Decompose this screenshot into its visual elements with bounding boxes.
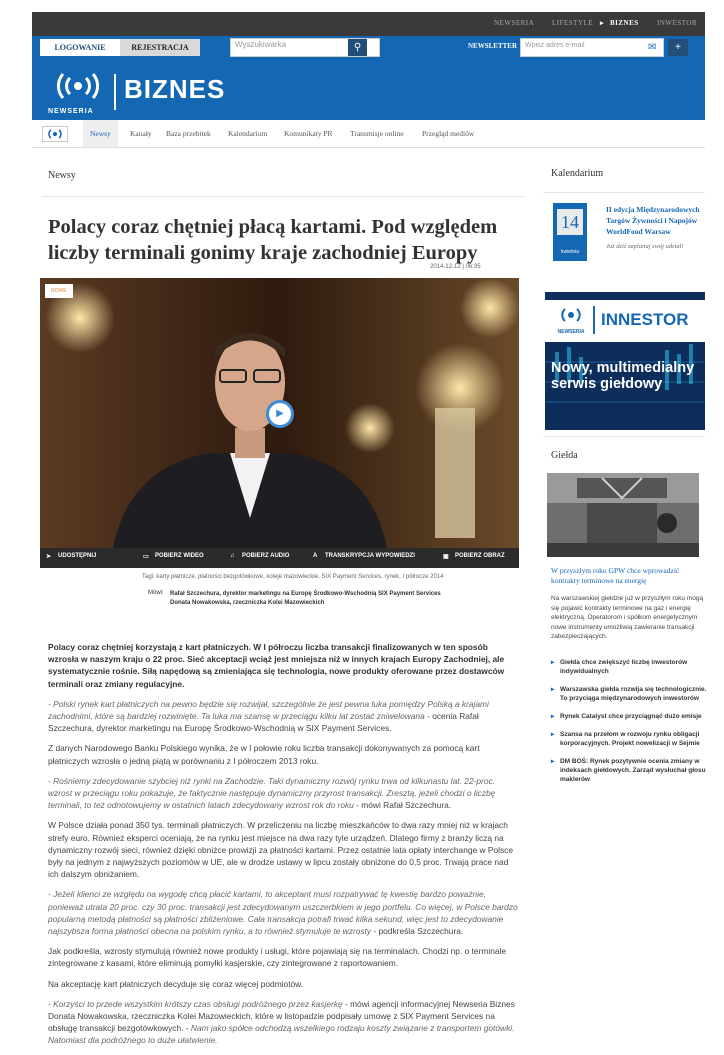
article-paragraph <box>48 698 518 735</box>
advert-signal-icon <box>554 306 588 324</box>
signal-icon <box>48 72 108 102</box>
article-text: W Polsce działa ponad 350 tys. terminali płatniczych. W przeliczeniu na liczbę mieszkańców to dwa razy mniej niż w krajach strefy euro. Również eksperci oceniają, że na rynku jest miejsce na dwa razy tyle urządzeń. Dlatego firmy z branży liczą na dynamiczny rozwój sieci, również dzięki obniżce prowizji za płatności kartami. Przez ostatnie lata opłaty interchange w Polsce były na jednym z najwyższych poziomów w UE, ale w drodze ustawy w lipcu zostały obniżone do 0,5 proc. Trwają prace nad ich dalszym obniżaniem. <box>48 820 514 880</box>
advert-newseria-logo <box>553 306 589 336</box>
topnav-newseria[interactable]: NEWSERIA <box>494 19 535 27</box>
market-headline-link[interactable]: W przyszłym roku GPW chce wprowadzić kontrakty terminowe na energię <box>551 566 680 585</box>
article-text: Na akceptację kart płatniczych decyduje się coraz więcej podmiotów. <box>48 978 304 989</box>
article-quote: - Rośniemy zdecydowanie szybciej niż rynki na Zachodzie. Taki dynamiczny rozwój rynku trwa od kilkunastu lat. 22-proc. wzrost w przeciągu roku pokazuje, że faktycznie następuje dynamiczny przyrost transakcji. Zresztą, jeżeli chodzi o liczbę terminali, to też odnotowujemy w ostatnich latach zdecydowany wzrost rok do roku <box>48 775 496 811</box>
share-button[interactable]: UDOSTĘPNIJ <box>58 553 97 559</box>
video-player[interactable] <box>40 278 519 568</box>
article-text: - mówi agencji informacyjnej Newseria Biznes Donata Nowakowska, rzeczniczka Kolei Mazowieckich, które w listopadzie podpisały umowę z SIX Payment Services na obsługę transakcji bezgotówkowych. - <box>48 998 515 1034</box>
download-image-button[interactable]: POBIERZ OBRAZ <box>455 553 505 559</box>
logo-text: NEWSERIA <box>48 108 94 115</box>
section-heading: Newsy <box>48 170 76 181</box>
play-button[interactable]: ▶ <box>266 400 294 428</box>
article-text: - ocenia Rafał Szczechura, dyrektor marketingu na Europę Środkowo-Wschodnią w SIX Payment Services. <box>48 711 479 734</box>
search-icon[interactable]: ⚲ <box>348 39 367 56</box>
article-lead: Polacy coraz chętniej korzystają z kart płatniczych. W I półroczu liczba transakcji finalizowanych w ten sposób wzrosła w naszym kraju o 22 proc. Sieć akceptacji wciąż jest mniejsza niż w innych krajach Europy Zachodniej, ale systematycznie rośnie. Siłą napędową są zmieniająca się technologia, nowe produkty oferowane przez dostawców terminali oraz zmiany regulacyjne. <box>48 642 505 689</box>
section-divider <box>42 196 524 197</box>
advert-brand: NEWSERIA <box>557 329 585 335</box>
advert-product: INNESTOR <box>601 310 689 329</box>
article-paragraph <box>48 998 518 1047</box>
newsletter-email-field[interactable]: Wpisz adres e-mail <box>520 38 664 57</box>
article-quote: Nam jako spółce odchodzą wszelkiego rodzaju koszty związane z transportem gotówki. Natomiast dla podróżnego to duże ułatwienie. <box>48 1023 515 1046</box>
nav-transmisje-online[interactable]: Transmisje online <box>350 129 404 138</box>
section-logo: BIZNES <box>124 74 226 104</box>
article-paragraph <box>48 978 518 990</box>
article-paragraph <box>48 819 518 880</box>
stock-exchange-image <box>547 473 699 557</box>
register-button[interactable]: REJESTRACJA <box>120 39 200 56</box>
calendar-date-tile[interactable] <box>553 203 587 261</box>
top-navigation <box>32 12 705 36</box>
nav-baza-przebitek[interactable]: Baza przebitek <box>166 129 211 138</box>
speaker-2: Donata Nowakowska, rzeczniczka Kolei Mazowieckich <box>170 600 325 606</box>
video-icon: ▭ <box>143 554 149 560</box>
nav-kalendarium[interactable]: Kalendarium <box>228 129 268 138</box>
image-icon: ▣ <box>443 554 449 560</box>
calendar-heading: Kalendarium <box>551 168 604 179</box>
event-item[interactable] <box>606 204 702 252</box>
topnav-inwestor[interactable]: INWESTOR <box>657 19 698 27</box>
market-list-item[interactable]: ▸ Szansa na przełom w rozwoju rynku obligacji korporacyjnych. Projekt nowelizacji w Sejmie <box>551 730 709 748</box>
market-list-item[interactable]: ▸ Rynek Catalyst chce przyciągnąć dużo emisje <box>551 712 709 721</box>
newsletter-label: NEWSLETTER <box>468 42 518 50</box>
advert-text: Nowy, multimedialny serwis giełdowy <box>551 360 695 392</box>
article-date: 2014-12-12 | 06:35 <box>430 264 481 270</box>
event-note: Już dziś zaplanuj swój udział! <box>606 243 684 250</box>
audio-icon: ♫ <box>230 553 235 559</box>
market-summary: Na warszawskiej giełdzie już w przyszłym roku mogą się pojawić kontrakty terminowe na gaz i energię elektryczną. Operatorom i spółkom energetycznym nowe instrumenty umożliwią zawieranie transakcji zabezpieczających. <box>551 595 704 640</box>
article-body <box>48 641 518 1055</box>
market-list-item[interactable]: ▸ Giełda chce zwiększyć liczbę inwestorów indywidualnych <box>551 658 709 676</box>
sidebar-divider-2 <box>543 436 705 437</box>
speakers-list <box>170 590 490 608</box>
article-paragraph <box>48 742 518 766</box>
envelope-icon: ✉ <box>648 42 657 53</box>
article-text: Z danych Narodowego Banku Polskiego wynika, że w I połowie roku liczba transakcji dokonywanych za pomocą kart płatniczych wzrosła o jedną piątą w porównaniu z I półroczem 2013 roku. <box>48 743 480 766</box>
article-paragraph <box>48 775 518 812</box>
article-quote: - Polski rynek kart płatniczych na pewno będzie się rozwijał, szczególnie że jest pewna luka pomiędzy Polską a krajami zachodnimi, które są bardziej rozwinięte. Ta luka ma szansę w przeciągu kilku lat zostać zniwelowana <box>48 698 489 722</box>
site-header <box>32 36 705 120</box>
innestor-advert[interactable] <box>545 292 705 430</box>
newseria-logo[interactable] <box>48 72 112 115</box>
article-paragraph <box>48 888 518 937</box>
sidebar-divider <box>543 192 705 193</box>
article-text: Jak podkreśla, wzrosty stymulują również nowe produkty i usługi, które pojawiają się na terminalach. Chodzi np. o terminale zintegrowane z kasami, które eliminują pomyłki kasjerskie, czy zintegrowane z raportowaniem. <box>48 946 507 969</box>
transcript-button[interactable]: TRANSKRYPCJA WYPOWIEDZI <box>325 553 415 559</box>
article-paragraphs <box>48 698 518 1047</box>
market-list-item[interactable]: ▸ DM BOŚ: Rynek pozytywnie ocenia zmiany w indeksach giełdowych. Zarząd wysłuchał głosu maklerów <box>551 757 709 784</box>
article-tags: Tagi: karty płatnicze, płatności bezgotówkowe, koleje mazowieckie, SIX Payment Services, rynek, I półrocze 2014 <box>142 574 444 580</box>
home-icon[interactable] <box>42 126 68 142</box>
download-audio-button[interactable]: POBIERZ AUDIO <box>242 553 290 559</box>
topnav-biznes[interactable]: BIZNES <box>610 19 639 27</box>
new-badge: NOWE <box>45 284 73 298</box>
main-navigation <box>32 120 705 148</box>
event-day: 14 <box>557 209 583 235</box>
video-actions-bar <box>40 548 519 568</box>
article-quote: - Korzyści to przede wszystkim krótszy czas obsługi podróżnego przez kasjerkę <box>48 998 343 1009</box>
speaker-1: Rafał Szczechura, dyrektor marketingu na Europę Środkowo-Wschodnią SIX Payment Services <box>170 591 441 597</box>
market-heading: Giełda <box>551 450 578 461</box>
advert-divider <box>593 306 595 334</box>
nav-przeglad-mediow[interactable]: Przegląd mediów <box>422 129 475 138</box>
article-quote: - Jeżeli klienci ze względu na wygodę chcą płacić kartami, to akceptant musi rozpatrywać tę kwestię bardzo poważnie, ponieważ utrata 20 proc. czy 30 proc. transakcji jest zdecydowanym uszczerbkiem w jego portfelu. Co więcej, w Polsce bardzo popularną metodą płatności są płatności zbliżeniowe. Cała transakcja potrafi trwać kilka sekund, więc jest to zdecydowanie najszybsza forma płatności obecna na polskim rynku, a to również stymuluje te wzrosty <box>48 889 518 937</box>
nav-komunikaty-pr[interactable]: Komunikaty PR <box>284 129 333 138</box>
nav-kanaly[interactable]: Kanały <box>130 129 152 138</box>
article-paragraph <box>48 945 518 969</box>
article-title: Polacy coraz chętniej płacą kartami. Pod względem liczby terminali gonimy kraje zachodniej Europy <box>48 216 498 264</box>
event-month: kwietnia <box>560 249 580 255</box>
newsletter-submit-button[interactable]: + <box>668 39 688 56</box>
logo-divider <box>114 74 116 110</box>
download-video-button[interactable]: POBIERZ WIDEO <box>155 553 204 559</box>
market-photo[interactable] <box>547 473 699 557</box>
market-list <box>551 658 709 793</box>
market-list-item[interactable]: ▸ Warszawska giełda rozwija się technologicznie. To przyciąga międzynarodowych inwestorów <box>551 685 709 703</box>
nav-newsy[interactable]: Newsy <box>83 120 118 147</box>
share-icon: ➤ <box>46 554 52 560</box>
article-text: - mówi Rafał Szczechura. <box>353 800 452 811</box>
speakers-label: Mówi: <box>148 590 164 596</box>
search-input[interactable]: Wyszukiwarka <box>230 38 380 57</box>
transcript-icon: A <box>313 553 318 559</box>
article-text: - podkreśla Szczechura. <box>371 926 464 937</box>
topnav-active-marker-icon: ▸ <box>600 19 605 27</box>
event-title[interactable]: II edycja Międzynarodowych Targów Żywności i Napojów WorldFood Warsaw <box>606 205 700 236</box>
login-button[interactable]: LOGOWANIE <box>40 39 120 56</box>
topnav-lifestyle[interactable]: LIFESTYLE <box>552 19 594 27</box>
